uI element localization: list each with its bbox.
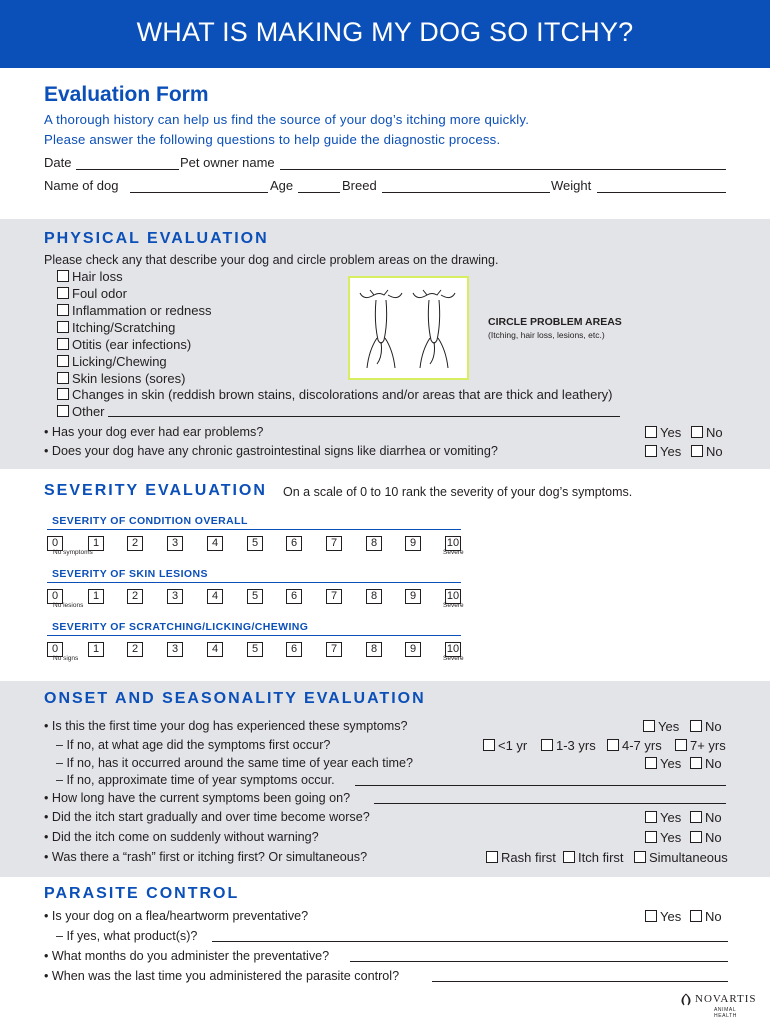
question-age-onset: – If no, at what age did the symptoms first occur? (56, 738, 331, 752)
circle-problem-sub: (Itching, hair loss, lesions, etc.) (488, 330, 605, 340)
severity-scale-rule (47, 582, 461, 583)
severity-box-10[interactable]: 10 (446, 590, 460, 602)
page-title: WHAT IS MAKING MY DOG SO ITCHY? (136, 17, 634, 47)
severity-box-10[interactable]: 10 (446, 643, 460, 655)
last-administered-field[interactable] (432, 981, 728, 982)
severity-scale-heading: SEVERITY OF SCRATCHING/LICKING/CHEWING (52, 621, 309, 633)
age-4-7[interactable]: 4-7 yrs (607, 738, 662, 753)
age-1-3[interactable]: 1-3 yrs (541, 738, 596, 753)
checkbox[interactable] (563, 851, 575, 863)
products-field[interactable] (212, 941, 728, 942)
flame-icon (680, 993, 692, 1007)
checkbox[interactable] (645, 426, 657, 438)
severity-box-3[interactable]: 3 (167, 642, 183, 657)
severity-low-label: No symptoms (53, 549, 93, 556)
gradual-no[interactable]: No (690, 810, 722, 825)
checkbox[interactable] (645, 811, 657, 823)
severity-box-6[interactable]: 6 (286, 642, 302, 657)
check-inflammation[interactable]: Inflammation or redness (57, 303, 211, 318)
severity-subtitle: On a scale of 0 to 10 rank the severity of your dog’s symptoms. (283, 485, 633, 499)
checkbox[interactable] (57, 304, 69, 316)
severity-high-label: Severe (443, 655, 464, 662)
severity-box-4[interactable]: 4 (207, 536, 223, 551)
age-under-1[interactable]: <1 yr (483, 738, 527, 753)
form-title: Evaluation Form (44, 83, 209, 106)
intro-line-2: Please answer the following questions to help guide the diagnostic process. (44, 132, 501, 147)
onset-title: ONSET AND SEASONALITY EVALUATION (44, 690, 426, 707)
question-rash-first: • Was there a “rash” first or itching first? Or simultaneous? (44, 850, 368, 864)
check-licking[interactable]: Licking/Chewing (57, 354, 167, 369)
checkbox[interactable] (645, 445, 657, 457)
severity-box-9[interactable]: 9 (405, 642, 421, 657)
checkbox[interactable] (645, 910, 657, 922)
owner-label: Pet owner name (180, 155, 275, 170)
dog-name-label: Name of dog (44, 178, 119, 193)
rash-first-option[interactable]: Rash first (486, 850, 556, 865)
dog-outline-icon (350, 278, 467, 378)
severity-box-9[interactable]: 9 (405, 536, 421, 551)
check-other[interactable]: Other (57, 404, 105, 419)
checkbox[interactable] (541, 739, 553, 751)
question-first-time: • Is this the first time your dog has experienced these symptoms? (44, 719, 408, 733)
severity-box-1[interactable]: 1 (88, 642, 104, 657)
severity-box-2[interactable]: 2 (127, 589, 143, 604)
severity-low-label: No lesions (53, 602, 84, 609)
itch-first-option[interactable]: Itch first (563, 850, 624, 865)
severity-box-8[interactable]: 8 (366, 589, 382, 604)
checkbox[interactable] (691, 426, 703, 438)
checkbox[interactable] (675, 739, 687, 751)
severity-box-6[interactable]: 6 (286, 589, 302, 604)
preventative-no[interactable]: No (690, 909, 722, 924)
same-time-no[interactable]: No (690, 756, 722, 771)
check-itching[interactable]: Itching/Scratching (57, 320, 175, 335)
checkbox[interactable] (57, 270, 69, 282)
checkbox[interactable] (57, 338, 69, 350)
severity-box-4[interactable]: 4 (207, 589, 223, 604)
severity-high-label: Severe (443, 602, 464, 609)
severity-box-7[interactable]: 7 (326, 536, 342, 551)
severity-box-4[interactable]: 4 (207, 642, 223, 657)
age-field[interactable] (298, 192, 340, 193)
age-label: Age (270, 178, 294, 193)
check-foul-odor[interactable]: Foul odor (57, 286, 127, 301)
checkbox[interactable] (57, 372, 69, 384)
checkbox[interactable] (645, 831, 657, 843)
gi-yes-option[interactable]: Yes (645, 444, 681, 459)
checkbox[interactable] (634, 851, 646, 863)
question-same-time-year: – If no, has it occurred around the same time of year each time? (56, 756, 414, 770)
severity-box-1[interactable]: 1 (88, 589, 104, 604)
checkbox[interactable] (483, 739, 495, 751)
severity-box-5[interactable]: 5 (247, 589, 263, 604)
first-time-yes[interactable]: Yes (643, 719, 679, 734)
checkbox[interactable] (690, 811, 702, 823)
date-label: Date (44, 155, 72, 170)
other-field[interactable] (108, 416, 620, 417)
question-gi-signs: • Does your dog have any chronic gastrointestinal signs like diarrhea or vomiting? (44, 444, 498, 458)
ear-yes-option[interactable]: Yes (645, 425, 681, 440)
severity-scale-rule (47, 635, 461, 636)
checkbox[interactable] (486, 851, 498, 863)
dog-drawing[interactable] (348, 276, 469, 380)
check-hair-loss[interactable]: Hair loss (57, 269, 123, 284)
severity-box-8[interactable]: 8 (366, 642, 382, 657)
checkbox[interactable] (643, 720, 655, 732)
dog-name-field[interactable] (130, 192, 268, 193)
intro-line-1: A thorough history can help us find the source of your dog’s itching more quickly. (44, 112, 530, 127)
checkbox[interactable] (690, 910, 702, 922)
question-ear-problems: • Has your dog ever had ear problems? (44, 425, 264, 439)
severity-box-10[interactable]: 10 (446, 537, 460, 549)
months-field[interactable] (350, 961, 728, 962)
severity-box-0[interactable]: 0 (47, 536, 63, 551)
sudden-yes[interactable]: Yes (645, 830, 681, 845)
simultaneous-option[interactable]: Simultaneous (634, 850, 728, 865)
question-time-of-year: – If no, approximate time of year symptoms occur. (56, 773, 335, 787)
question-sudden: • Did the itch come on suddenly without warning? (44, 830, 319, 844)
preventative-yes[interactable]: Yes (645, 909, 681, 924)
checkbox[interactable] (690, 757, 702, 769)
question-products: – If yes, what product(s)? (56, 929, 198, 943)
duration-field[interactable] (374, 803, 726, 804)
severity-box-3[interactable]: 3 (167, 589, 183, 604)
question-months: • What months do you administer the preventative? (44, 949, 330, 963)
circle-problem-title: CIRCLE PROBLEM AREAS (488, 316, 622, 328)
breed-label: Breed (342, 178, 377, 193)
physical-title: PHYSICAL EVALUATION (44, 230, 269, 247)
checkbox[interactable] (690, 720, 702, 732)
weight-field[interactable] (597, 192, 726, 193)
severity-high-label: Severe (443, 549, 464, 556)
checkbox[interactable] (691, 445, 703, 457)
gi-no-option[interactable]: No (691, 444, 723, 459)
severity-box-9[interactable]: 9 (405, 589, 421, 604)
checkbox[interactable] (645, 757, 657, 769)
severity-low-label: No signs (53, 655, 79, 662)
question-duration: • How long have the current symptoms been going on? (44, 791, 351, 805)
checkbox[interactable] (57, 321, 69, 333)
check-skin-changes[interactable]: Changes in skin (reddish brown stains, discolorations and/or areas that are thick and leathery) (57, 387, 613, 402)
severity-box-2[interactable]: 2 (127, 536, 143, 551)
severity-box-5[interactable]: 5 (247, 536, 263, 551)
question-gradual: • Did the itch start gradually and over time become worse? (44, 810, 370, 824)
owner-name-field[interactable] (280, 169, 726, 170)
check-otitis[interactable]: Otitis (ear infections) (57, 337, 191, 352)
checkbox[interactable] (690, 831, 702, 843)
severity-box-5[interactable]: 5 (247, 642, 263, 657)
gradual-yes[interactable]: Yes (645, 810, 681, 825)
age-7-plus[interactable]: 7+ yrs (675, 738, 726, 753)
checkbox[interactable] (57, 355, 69, 367)
breed-field[interactable] (382, 192, 550, 193)
sudden-no[interactable]: No (690, 830, 722, 845)
severity-box-6[interactable]: 6 (286, 536, 302, 551)
check-skin-lesions[interactable]: Skin lesions (sores) (57, 371, 185, 386)
severity-box-2[interactable]: 2 (127, 642, 143, 657)
first-time-no[interactable]: No (690, 719, 722, 734)
checkbox[interactable] (607, 739, 619, 751)
severity-box-7[interactable]: 7 (326, 589, 342, 604)
severity-scale-heading: SEVERITY OF CONDITION OVERALL (52, 515, 248, 527)
ear-no-option[interactable]: No (691, 425, 723, 440)
severity-box-7[interactable]: 7 (326, 642, 342, 657)
checkbox[interactable] (57, 287, 69, 299)
severity-scale-heading: SEVERITY OF SKIN LESIONS (52, 568, 208, 580)
physical-instruction: Please check any that describe your dog and circle problem areas on the drawing. (44, 253, 499, 267)
question-last-administered: • When was the last time you administered the parasite control? (44, 969, 400, 983)
severity-box-3[interactable]: 3 (167, 536, 183, 551)
brand-sub: ANIMAL HEALTH (714, 1007, 737, 1019)
severity-title: SEVERITY EVALUATION (44, 482, 267, 499)
severity-box-8[interactable]: 8 (366, 536, 382, 551)
severity-box-0[interactable]: 0 (47, 642, 63, 657)
severity-box-0[interactable]: 0 (47, 589, 63, 604)
severity-scale-rule (47, 529, 461, 530)
date-field[interactable] (76, 169, 179, 170)
checkbox[interactable] (57, 388, 69, 400)
parasite-title: PARASITE CONTROL (44, 885, 240, 902)
time-of-year-field[interactable] (355, 785, 726, 786)
checkbox[interactable] (57, 405, 69, 417)
brand-name: NOVARTIS (695, 993, 757, 1005)
same-time-yes[interactable]: Yes (645, 756, 681, 771)
severity-box-1[interactable]: 1 (88, 536, 104, 551)
question-preventative: • Is your dog on a flea/heartworm preventative? (44, 909, 309, 923)
weight-label: Weight (551, 178, 592, 193)
page-header (0, 0, 770, 68)
